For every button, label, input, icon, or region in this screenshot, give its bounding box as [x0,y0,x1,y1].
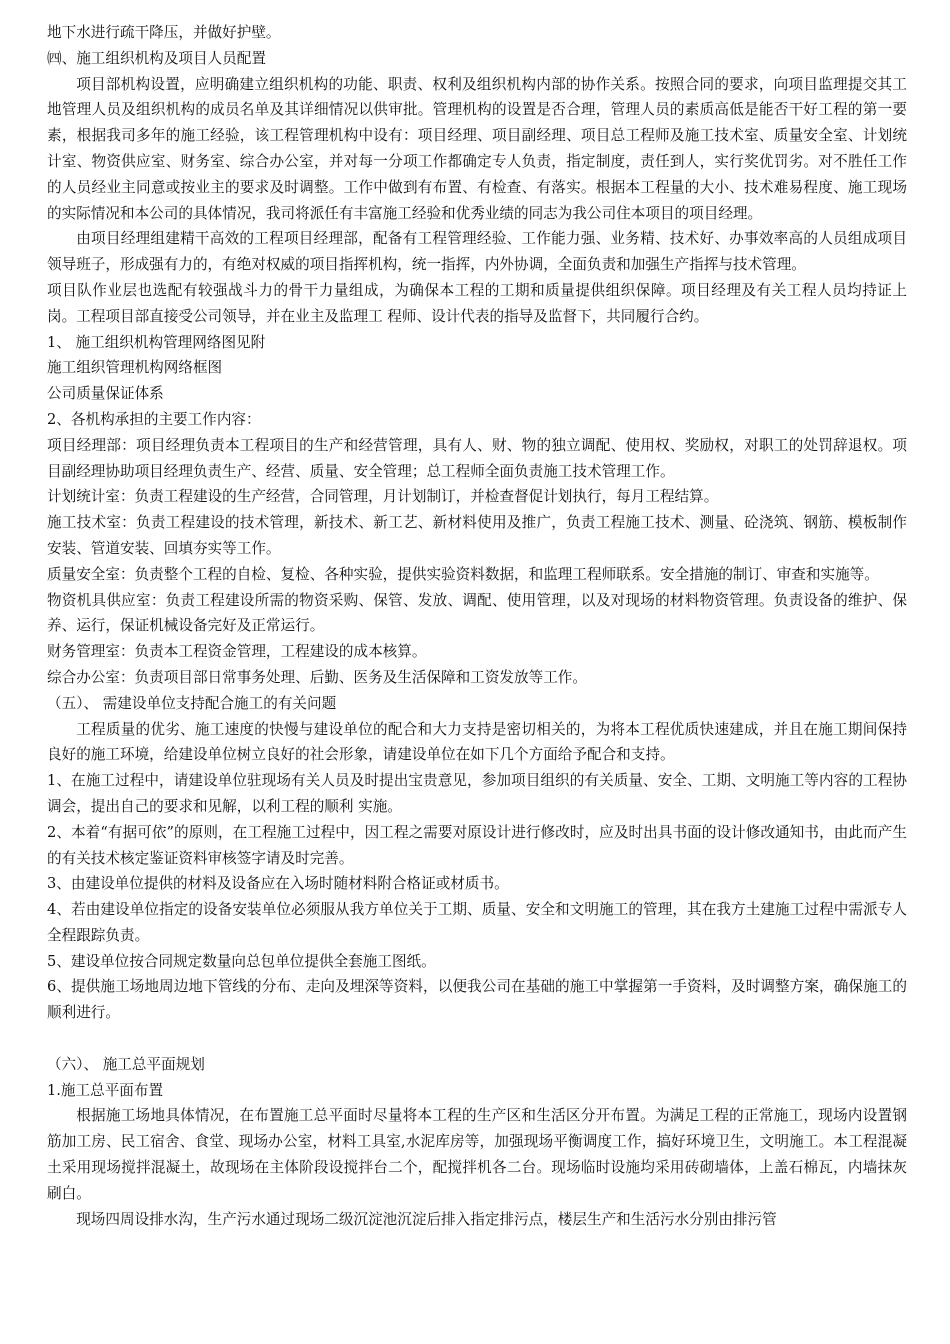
list-item-coop-6: 6、提供施工场地周边地下管线的分布、走向及埋深等资料，以便我公司在基础的施工中掌握第一手资料，及时调整方案，确保施工的顺利进行。 [47,978,907,1022]
paragraph-drainage: 现场四周设排水沟，生产污水通过现场二级沉淀池沉淀后排入指定排污点，楼层生产和生活污水分别由排污管 [76,1210,777,1228]
line-network-chart: 施工组织管理机构网络框图 [47,359,223,377]
paragraph-finance-office: 财务管理室：负责本工程资金管理，工程建设的成本核算。 [47,643,427,661]
heading-section-4: ㈣、施工组织机构及项目人员配置 [47,49,266,67]
paragraph-work-layer: 项目队作业层也选配有较强战斗力的骨干力量组成，为确保本工程的工期和质量提供组织保障。项目经理及有关工程人员均持证上岗。工程项目部直接受公司领导，并在业主及监理工 程师、设计代表的指导及监督下，共同履行合约。 [47,281,907,325]
paragraph-supply-office: 物资机具供应室：负责工程建设所需的物资采购、保管、发放、调配、使用管理，以及对现场的材料物资管理。负责设备的维护、保养、运行，保证机械设备完好及正常运行。 [47,591,907,635]
paragraph-groundwater-end: 地下水进行疏干降压，并做好护壁。 [47,24,281,41]
list-item-2: 2、各机构承担的主要工作内容： [47,410,261,428]
paragraph-cooperation: 工程质量的优劣、施工速度的快慢与建设单位的配合和大力支持是密切相关的，为将本工程优质快速建成，并且在施工期间保持良好的施工环境，给建设单位树立良好的社会形象，请建设单位在如下几个方面给予配合和支持。 [47,720,907,764]
list-item-coop-1: 1、在施工过程中，请建设单位驻现场有关人员及时提出宝贵意见，参加项目组织的有关质量、安全、工期、文明施工等内容的工程协调会，提出自己的要求和见解，以利工程的顺利 实施。 [47,772,907,815]
list-item-coop-4: 4、若由建设单位指定的设备安装单位必须服从我方单位关于工期、质量、安全和文明施工的管理，其在我方土建施工过程中需派专人全程跟踪负责。 [47,901,907,944]
heading-section-6: （六）、 施工总平面规划 [47,1055,205,1073]
heading-section-5: （五）、 需建设单位支持配合施工的有关问题 [47,694,337,712]
list-item-coop-2: 2、本着“有据可依”的原则，在工程施工过程中，因工程之需要对原设计进行修改时，应及时出具书面的设计修改通知书，由此而产生的有关技术核定鉴证资料审核签字请及时完善。 [47,823,907,867]
paragraph-project-team: 由项目经理组建精干高效的工程项目经理部，配备有工程管理经验、工作能力强、业务精、技术好、办事效率高的人员组成项目领导班子，形成强有力的，有绝对权威的项目指挥机构，统一指挥，内外协调，全面负责和加强生产指挥与技术管理。 [47,230,907,274]
list-item-1: 1、 施工组织机构管理网络图见附 [47,333,266,351]
paragraph-site-layout: 根据施工场地具体情况，在布置施工总平面时尽量将本工程的生产区和生活区分开布置。为满足工程的正常施工，现场内设置钢筋加工房、民工宿舍、食堂、现场办公室，材料工具室,水泥库房等，加强现场平衡调度工作，搞好环境卫生，文明施工。本工程混凝土采用现场搅拌混凝土，故现场在主体阶段设搅拌台二个，配搅拌机各二台。现场临时设施均采用砖砌墙体，上盖石棉瓦，内墙抹灰刷白。 [47,1107,907,1202]
paragraph-pm-department: 项目经理部：项目经理负责本工程项目的生产和经营管理，具有人、财、物的独立调配、使用权、奖励权，对职工的处罚辞退权。项目副经理协助项目经理负责生产、经营、质量、安全管理；总工程师全面负责施工技术管理工作。 [47,436,907,480]
blank-line [47,1026,907,1052]
paragraph-quality-office: 质量安全室：负责整个工程的自检、复检、各种实验，提供实验资料数据，和监理工程师联系。安全措施的制订、审查和实施等。 [47,565,879,583]
list-item-coop-3: 3、由建设单位提供的材料及设备应在入场时随材料附合格证或材质书。 [47,875,509,893]
paragraph-org-setup: 项目部机构设置，应明确建立组织机构的功能、职责、权利及组织机构内部的协作关系。按照合同的要求，向项目监理提交其工地管理人员及组织机构的成员名单及其详细情况以供审批。管理机构的设置是否合理，管理人员的素质高低是能否干好工程的第一要素，根据我司多年的施工经验，该工程管理机构中设有：项目经理、项目副经理、项目总工程师及施工技术室、质量安全室、计划统计室、物资供应室、财务室、综合办公室，并对每一分项工作都确定专人负责，指定制度，责任到人，实行奖优罚劣。对不胜任工作的人员经业主同意或按业主的要求及时调整。工作中做到有布置、有检查、有落实。根据本工程量的大小、技术难易程度、施工现场的实际情况和本公司的具体情况，我司将派任有丰富施工经验和优秀业绩的同志为我公司住本项目的项目经理。 [47,75,907,222]
document-page [47,20,907,1232]
heading-layout: 1.施工总平面布置 [47,1081,164,1099]
paragraph-tech-office: 施工技术室：负责工程建设的技术管理，新技术、新工艺、新材料使用及推广，负责工程施工技术、测量、砼浇筑、钢筋、模板制作安装、管道安装、回填夯实等工作。 [47,514,907,557]
paragraph-planning-office: 计划统计室：负责工程建设的生产经营，合同管理，月计划制订，并检查督促计划执行，每月工程结算。 [47,488,719,506]
line-quality-system: 公司质量保证体系 [47,385,164,403]
paragraph-admin-office: 综合办公室：负责项目部日常事务处理、后勤、医务及生活保障和工资发放等工作。 [47,668,587,686]
list-item-coop-5: 5、建设单位按合同规定数量向总包单位提供全套施工图纸。 [47,952,436,970]
